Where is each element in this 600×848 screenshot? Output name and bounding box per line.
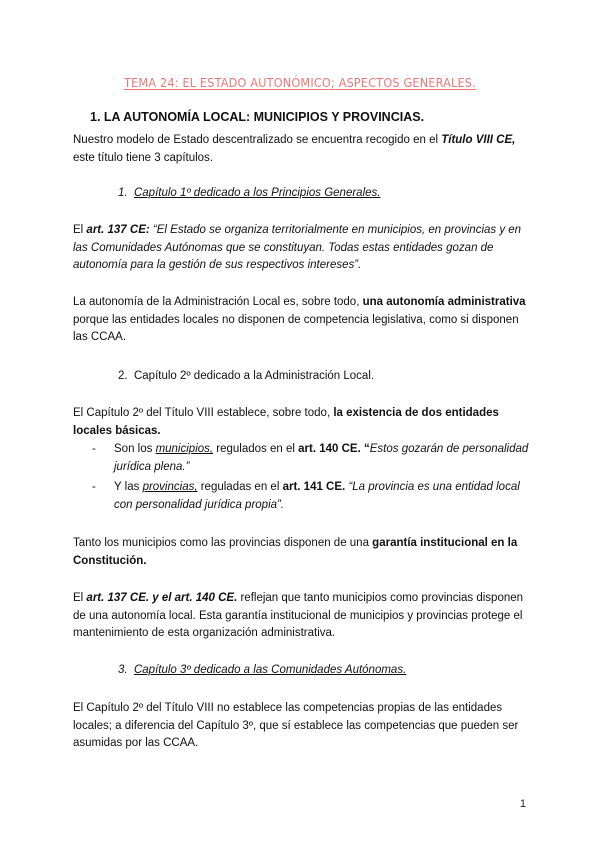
- intro-title-ref: Título VIII CE,: [441, 134, 516, 146]
- garantia-text-a: Tanto los municipios como las provincias disponen de una: [73, 537, 373, 549]
- cap2-paragraph: [73, 405, 533, 440]
- arts-text-c: reflejan que tanto municipios como provincias disponen de una autonomía local. Esta garantía institucional de municipios y provincias protege el mantenimiento de esta organización administrativa.: [73, 592, 524, 640]
- arts-paragraph: [73, 590, 533, 643]
- final-paragraph: El Capítulo 2º del Título VIII no establece las competencias propias de las entidades locales; a diferencia del Capítulo 3º, que sí establece las competencias que pueden ser asumidas por las CCAA.: [73, 702, 519, 750]
- autonomia-paragraph: [73, 294, 533, 347]
- art137-paragraph: [73, 222, 533, 275]
- cap2-bold: la existencia de dos entidades locales básicas.: [73, 407, 499, 437]
- chapter-3-label: Capítulo 3º dedicado a las Comunidades Autónomas.: [133, 664, 407, 676]
- page-title: TEMA 24: EL ESTADO AUTONÓMICO; ASPECTOS GENERALES.: [124, 75, 476, 90]
- arts-ref: art. 137 CE. y el art. 140 CE.: [86, 592, 238, 604]
- bullet-text: [114, 479, 534, 514]
- chapter-3-number: 3.: [118, 664, 128, 676]
- bullet-text-b: reguladas en el: [197, 481, 283, 493]
- bullet-text-a: Y las: [114, 481, 143, 493]
- chapter-2-label: Capítulo 2º dedicado a la Administración Local.: [133, 370, 375, 382]
- arts-text-a: El: [73, 592, 87, 604]
- bullet-quote: Estos gozarán de personalidad jurídica plena.”: [114, 443, 529, 473]
- page-number: 1: [519, 798, 526, 810]
- bullet-dash: -: [92, 443, 96, 455]
- autonomia-text-c: porque las entidades locales no disponen de competencia legislativa, como si disponen las CCAA.: [73, 313, 519, 344]
- bullet-quote: “La provincia es una entidad local con personalidad jurídica propia”.: [114, 481, 520, 511]
- intro-text-c: este título tiene 3 capítulos.: [73, 151, 214, 164]
- bullet-text: [114, 441, 534, 476]
- art137-quote: “El Estado se organiza territorialmente en municipios, en provincias y en las Comunidades Autónomas que se constituyan. Todas estas entidades gozan de autonomía para la gestión de sus respectivos intereses”.: [73, 224, 522, 272]
- art137-text-a: El: [73, 224, 87, 236]
- autonomia-bold: una autonomía administrativa: [362, 296, 526, 308]
- chapter-1-number: 1.: [118, 187, 128, 199]
- garantia-paragraph: [73, 535, 533, 570]
- bullet-text-a: Son los: [114, 443, 156, 455]
- autonomia-text-a: La autonomía de la Administración Local es, sobre todo,: [73, 296, 363, 308]
- bullet-article: art. 140 CE.: [298, 443, 361, 455]
- bullet-dash: -: [92, 481, 96, 493]
- subheading-chapter-3: [118, 664, 406, 676]
- bullet-text-b: regulados en el: [213, 443, 299, 455]
- subheading-chapter-1: [118, 187, 380, 199]
- intro-paragraph: [73, 132, 533, 167]
- art137-ref: art. 137 CE:: [86, 224, 150, 236]
- bullet-term: municipios,: [155, 443, 214, 455]
- intro-text-a: Nuestro modelo de Estado descentralizado se encuentra recogido en el: [73, 134, 442, 146]
- bullet-article: art. 141 CE.: [282, 481, 346, 493]
- section-heading: 1. LA AUTONOMÍA LOCAL: MUNICIPIOS Y PROVINCIAS.: [90, 110, 425, 124]
- bullet-term: provincias,: [142, 481, 198, 493]
- garantia-bold: garantía institucional en la Constitución.: [73, 537, 518, 567]
- subheading-chapter-2: [118, 370, 374, 382]
- bullet-quote-mark: “: [360, 443, 370, 455]
- chapter-2-number: 2.: [118, 370, 128, 382]
- cap2-text-a: El Capítulo 2º del Título VIII establece, sobre todo,: [73, 407, 334, 419]
- chapter-1-label: Capítulo 1º dedicado a los Principios Generales.: [133, 187, 381, 199]
